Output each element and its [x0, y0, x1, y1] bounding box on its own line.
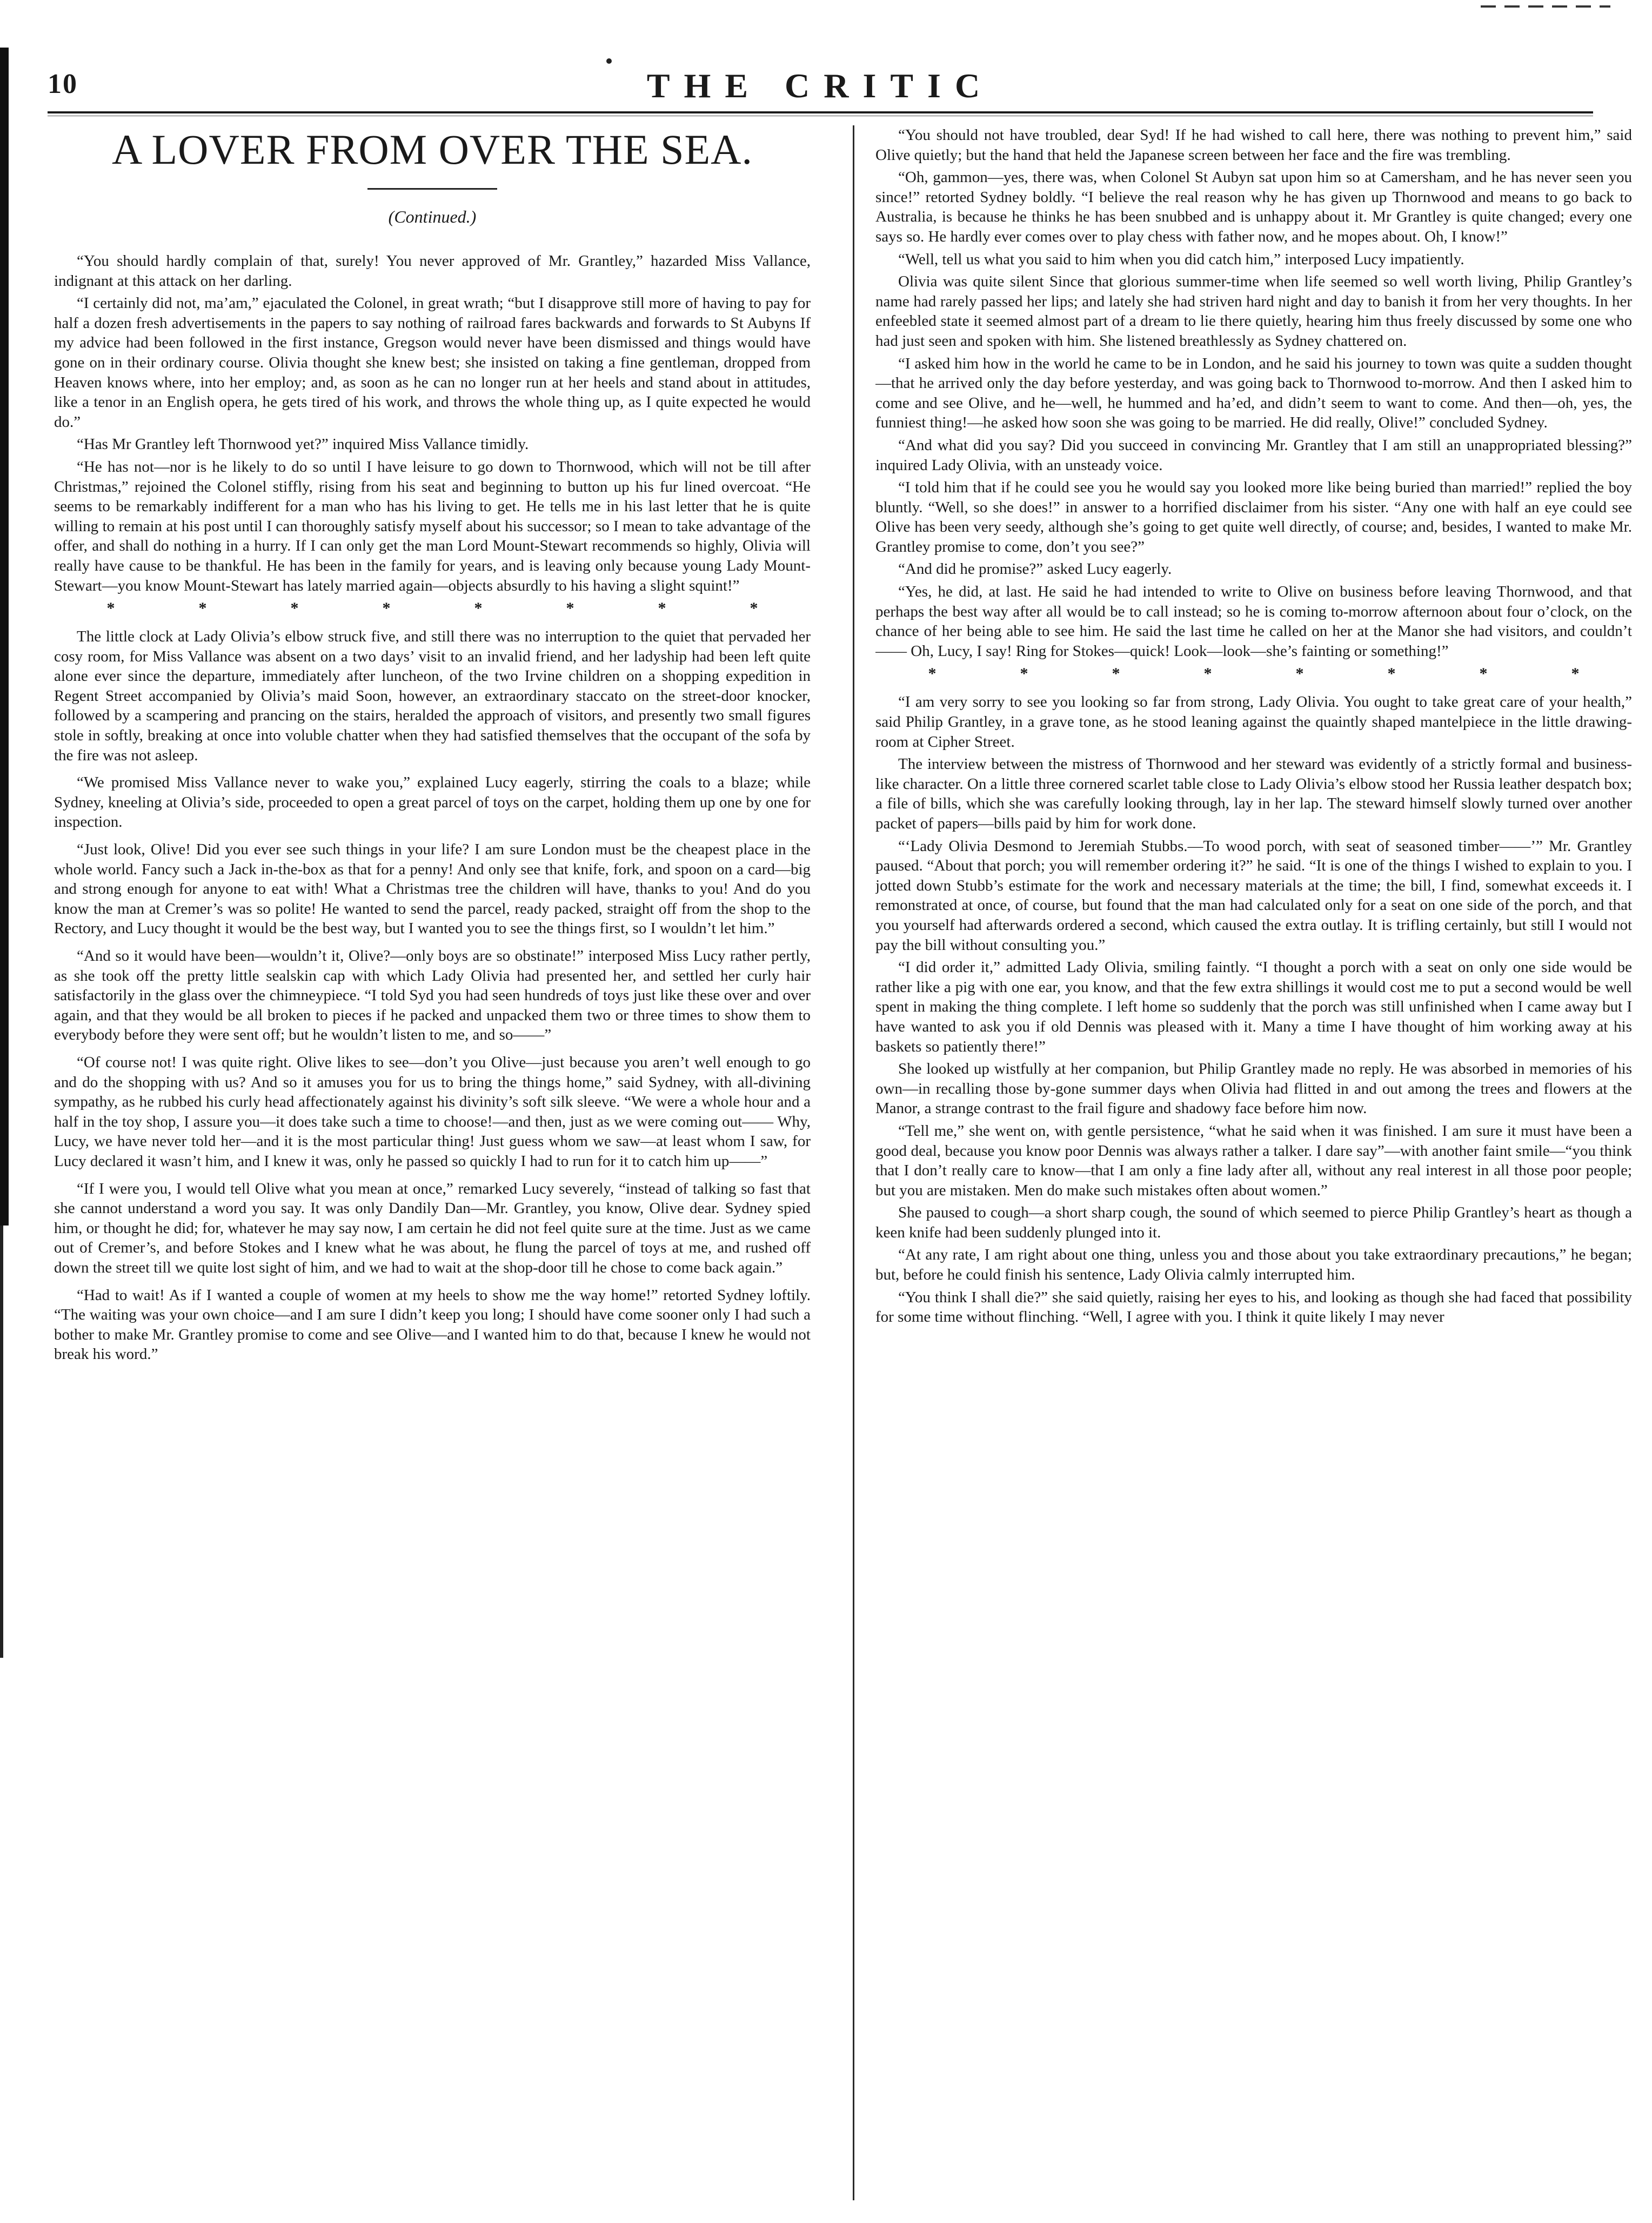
masthead — [48, 66, 1593, 109]
star-mark: * — [658, 599, 666, 618]
scan-border-artifact-lower — [0, 1226, 3, 1658]
paragraph: “Oh, gammon—yes, there was, when Colonel St Aubyn sat upon him so at Camersham, and he has never seen you since!” retorted Sydney boldly. “I believe the real reason why he has given up Thornwood and means to go back to Australia, is because he thinks he has been snubbed and is unhappy about it. Mr Grantley is quite changed; every one says so. He hardly ever comes over to play chess with father now, and he mopes about. Oh, I know!” — [875, 169, 1632, 245]
star-mark: * — [566, 599, 574, 618]
paragraph: She looked up wistfully at her companion, but Philip Grantley made no reply. He was absorbed in memories of his own—in recalling those by-gone summer days when Olivia had flitted in and out among the trees and flowers at the Manor, a strange contrast to the frail figure and shadowy face before him now. — [875, 1060, 1632, 1117]
paragraph: “At any rate, I am right about one thing, unless you and those about you take extraordinary precautions,” he began; but, before he could finish his sentence, Lady Olivia calmly interrupted him. — [875, 1246, 1632, 1284]
paragraph: She paused to cough—a short sharp cough, the sound of which seemed to pierce Philip Grantley’s heart as though a keen knife had been suddenly plunged into it. — [875, 1204, 1632, 1241]
paragraph: “Tell me,” she went on, with gentle persistence, “what he said when it was finished. I am sure it must have been a good deal, because you know poor Dennis was always rather a talker. I dare say”—with another faint smile—“you think that I don’t really care to know—that I am only a fine lady after all, without any real interest in all those poor people; but you are mistaken. Men do make such mistakes often about women.” — [875, 1122, 1632, 1199]
paragraph: “Well, tell us what you said to him when you did catch him,” interposed Lucy impatiently. — [898, 250, 1464, 268]
star-mark: * — [1295, 665, 1304, 683]
star-mark: * — [1571, 665, 1580, 683]
star-mark: * — [106, 599, 115, 618]
star-mark: * — [198, 599, 207, 618]
story-title: A LOVER FROM OVER THE SEA. — [112, 126, 753, 173]
paragraph: “Yes, he did, at last. He said he had intended to write to Olive on business before leaving Thornwood, and that perhaps the best way after all would be to call instead; so he is coming to-morrow afternoon about four o’clock, on the chance of her being able to see him. He said the last time he called on her at the Manor she had visitors, and couldn’t—— Oh, Lucy, I say! Ring for Stokes—quick! Look—look—she’s fainting or something!” — [875, 583, 1632, 660]
paragraph: “If I were you, I would tell Olive what you mean at once,” remarked Lucy severely, “instead of talking so fast that she cannot understand a word you say. It was only Dandily Dan—Mr. Grantley, you know, Olive dear. Sydney spied him, or thought he did; for, whatever he may say now, I am certain he did not feel quite sure at the time. Just as we came out of Cremer’s, and before Stokes and I knew what he was about, he flung the parcel of toys at me, and rushed off down the street till we quite lost sight of him, and we had to wait at the shop-door till he chose to come back again.” — [54, 1180, 811, 1276]
paragraph: The interview between the mistress of Thornwood and her steward was evidently of a strictly formal and business-like character. On a little three cornered scarlet table close to Lady Olivia’s elbow stood her Russia leather despatch box; a file of bills, which she was carefully looking through, lay in her lap. The steward himself slowly turned over another packet of papers—bills paid by him for work done. — [875, 755, 1632, 832]
paragraph: “He has not—nor is he likely to do so until I have leisure to go down to Thornwood, which will not be till after Christmas,” rejoined the Colonel stiffly, rising from his seat and beginning to button up his fur lined overcoat. “He seems to be remarkably indifferent for a man who has his living to get. He tells me in his last letter that he is quite willing to remain at his post until I can thoroughly satisfy myself about his successor; so I mean to take advantage of the offer, and shall do nothing in a hurry. If I can only get the man Lord Mount-Stewart recommends so highly, Olivia will really have cause to be thankful. He has been in the family for years, and is leaving only because young Lady Mount-Stewart—you know Mount-Stewart has lately married again—objects absurdly to his having a slight squint!” — [54, 458, 811, 594]
paragraph: “And what did you say? Did you succeed in convincing Mr. Grantley that I am still an unappropriated blessing?” inquired Lady Olivia, with an unsteady voice. — [875, 436, 1632, 474]
masthead-rule — [48, 111, 1593, 113]
star-mark: * — [1203, 665, 1212, 683]
ink-dot — [606, 58, 612, 64]
paragraph: “I certainly did not, ma’am,” ejaculated the Colonel, in great wrath; “but I disapprove still more of having to pay for half a dozen fresh advertisements in the papers to say nothing of railroad fares backwards and forwards to St Aubyns If my advice had been followed in the first instance, Gregson would never have been dismissed and things would have gone on in their ordinary course. Olivia thought she knew best; she insisted on taking a fine gentleman, dropped from Heaven knows where, into her employ; and, as soon as he can no longer run at her heels and stand about in attitudes, like a tenor in an English opera, he gets tired of his work, and throws the whole thing up, as I quite expected he would do.” — [54, 294, 811, 431]
right-column — [875, 125, 1632, 2200]
scan-border-artifact — [0, 48, 9, 1226]
star-mark: * — [1112, 665, 1120, 683]
paragraph: “And did he promise?” asked Lucy eagerly. — [898, 560, 1172, 578]
paragraph: “We promised Miss Vallance never to wake you,” explained Lucy eagerly, stirring the coals to a blaze; while Sydney, kneeling at Olivia’s side, proceeded to open a great parcel of toys on the carpet, holding them up one by one for inspection. — [54, 774, 811, 831]
column-divider — [853, 125, 854, 2200]
star-mark: * — [1020, 665, 1028, 683]
paragraph: “Has Mr Grantley left Thornwood yet?” inquired Miss Vallance timidly. — [77, 436, 529, 453]
journal-title: THE CRITIC — [646, 66, 994, 105]
paragraph: “And so it would have been—wouldn’t it, Olive?—only boys are so obstinate!” interposed Miss Lucy rather pertly, as she took off the pretty little sealskin cap with which Lady Olivia had presented her, and settled her curly hair satisfactorily in the glass over the chimneypiece. “I told Syd you had seen hundreds of toys just like these over and over again, and that they would be all broken to pieces if he packed and unpacked them two or three times to show them to everybody before they were sent off; but he wouldn’t listen to me, and so——” — [54, 947, 811, 1044]
paragraph: “Just look, Olive! Did you ever see such things in your life? I am sure London must be the cheapest place in the whole world. Fancy such a Jack in-the-box as that for a penny! And only see that knife, fork, and spoon on a card—big and strong enough for anyone to eat with! What a Christmas tree the children will have, thanks to you! And do you know the man at Cremer’s was so polite! He wanted to send the parcel, ready packed, straight off from the shop to the Rectory, and Lucy thought it would be the best way, but I wanted you to see the things first, so I wouldn’t let him.” — [54, 841, 811, 938]
star-mark: * — [1387, 665, 1396, 683]
paragraph: Olivia was quite silent Since that glorious summer-time when life seemed so well worth living, Philip Grantley’s name had rarely passed her lips; and lately she had striven hard night and day to banish it from her very thoughts. In her enfeebled state it seemed almost part of a dream to lie there quietly, hearing him thus freely discussed by some one who had just seen and spoken with him. She listened breathlessly as Sydney chattered on. — [875, 273, 1632, 350]
paragraph: “I told him that if he could see you he would say you looked more like being buried than married!” replied the boy bluntly. “Well, so she does!” in answer to a horrified disclaimer from his sister. “Any one with half an eye could see Olive has been very seedy, although she’s going to get quite well directly, of course; and, besides, I wanted to make Mr. Grantley promise to come, don’t you see?” — [875, 479, 1632, 555]
section-break-stars — [886, 664, 1621, 684]
left-column — [54, 125, 811, 2200]
star-mark: * — [474, 599, 483, 618]
paragraph: “You should hardly complain of that, surely! You never approved of Mr. Grantley,” hazarded Miss Vallance, indignant at this attack on her darling. — [54, 252, 811, 290]
paragraph: “Had to wait! As if I wanted a couple of women at my heels to show me the way home!” retorted Sydney loftily. “The waiting was your own choice—and I am sure I didn’t keep you long; I should have come sooner only I had such a bother to make Mr. Grantley promise to come and see Olive—and I wanted him to do that, because I knew he would not break his word.” — [54, 1286, 811, 1363]
title-rule — [367, 188, 497, 190]
star-mark: * — [928, 665, 937, 683]
star-mark: * — [382, 599, 391, 618]
star-mark: * — [1479, 665, 1488, 683]
paragraph: The little clock at Lady Olivia’s elbow struck five, and still there was no interruption to the quiet that pervaded her cosy room, for Miss Vallance was absent on a two days’ visit to an invalid friend, and her ladyship had been left quite alone ever since the departure, immediately after luncheon, of the two Irvine children on a shopping expedition in Regent Street accompanied by Olivia’s maid Soon, however, an extraordinary staccato on the street-door knocker, followed by a scampering and prancing on the stairs, heralded the approach of visitors, and presently two small figures stole in softly, breaking at once into voluble chatter when they had satisfied themselves that the occupant of the sofa by the fire was not asleep. — [54, 628, 811, 764]
page-number: 10 — [48, 69, 78, 99]
paragraph: “I asked him how in the world he came to be in London, and he said his journey to town was quite a sudden thought—that he arrived only the day before yesterday, and was going back to Thornwood to-morrow. And then I asked him to come and see Olive, and he—well, he hummed and ha’ed, and didn’t seem to want to come. And then—oh, yes, the funniest thing!—he asked how soon she was going to be married. He did really, Olive!” concluded Sydney. — [875, 354, 1632, 432]
star-mark: * — [290, 599, 299, 618]
continued-label: (Continued.) — [388, 207, 477, 226]
star-mark: * — [750, 599, 758, 618]
paragraph: “You should not have troubled, dear Syd! If he had wished to call here, there was nothing to prevent him,” said Olive quietly; but the hand that held the Japanese screen between her face and the fire was trembling. — [875, 126, 1632, 164]
paragraph: “You think I shall die?” she said quietly, raising her eyes to his, and looking as though she had faced that possibility for some time without flinching. “Well, I agree with you. I think it quite likely I may never — [875, 1288, 1632, 1326]
paragraph: “I did order it,” admitted Lady Olivia, smiling faintly. “I thought a porch with a seat on only one side would be rather like a pig with one ear, you know, and that the few extra shillings it would cost me to put a second would be well spent in making the thing complete. I left home so suddenly that the porch was still unfinished when I came away but I have wanted to ask you if old Dennis was pleased with it. Many a time I have thought of him working away at his baskets so patiently there!” — [875, 959, 1632, 1055]
section-break-stars — [65, 599, 800, 618]
paragraph: “I am very sorry to see you looking so far from strong, Lady Olivia. You ought to take great care of your health,” said Philip Grantley, in a grave tone, as he stood leaning against the quaintly shaped mantelpiece in the little drawing-room at Cipher Street. — [875, 693, 1632, 751]
paragraph: “Of course not! I was quite right. Olive likes to see—don’t you Olive—just because you aren’t well enough to go and do the shopping with us? And so it amuses you for us to bring the things home,” said Sydney, with all-divining sympathy, as he rubbed his curly head affectionately against his divinity’s soft silk sleeve. “We were a whole hour and a half in the toy shop, I assure you—it does take such a time to choose!—and then, just as we were coming out—— Why, Lucy, we have never told her—and it is the most particular thing! Just guess whom we saw—at least whom I saw, for Lucy declared it wasn’t him, and I knew it was, only he passed so quickly I had to run for it to catch him up——” — [54, 1053, 811, 1170]
scan-top-mark — [1481, 5, 1610, 8]
paragraph: “‘Lady Olivia Desmond to Jeremiah Stubbs.—To wood porch, with seat of seasoned timber——’” Mr. Grantley paused. “About that porch; you will remember ordering it?” he said. “It is one of the things I wished to explain to you. I jotted down Stubb’s estimate for the work and necessary materials at the time; the bill, I find, somewhat exceeds it. I remonstrated at once, of course, but found that the man had calculated only for a seat on one side of the porch, and that you yourself had afterwards ordered a second, which caused the extra outlay. It is trifling certainly, but still I would not pay the bill without consulting you.” — [875, 837, 1632, 954]
